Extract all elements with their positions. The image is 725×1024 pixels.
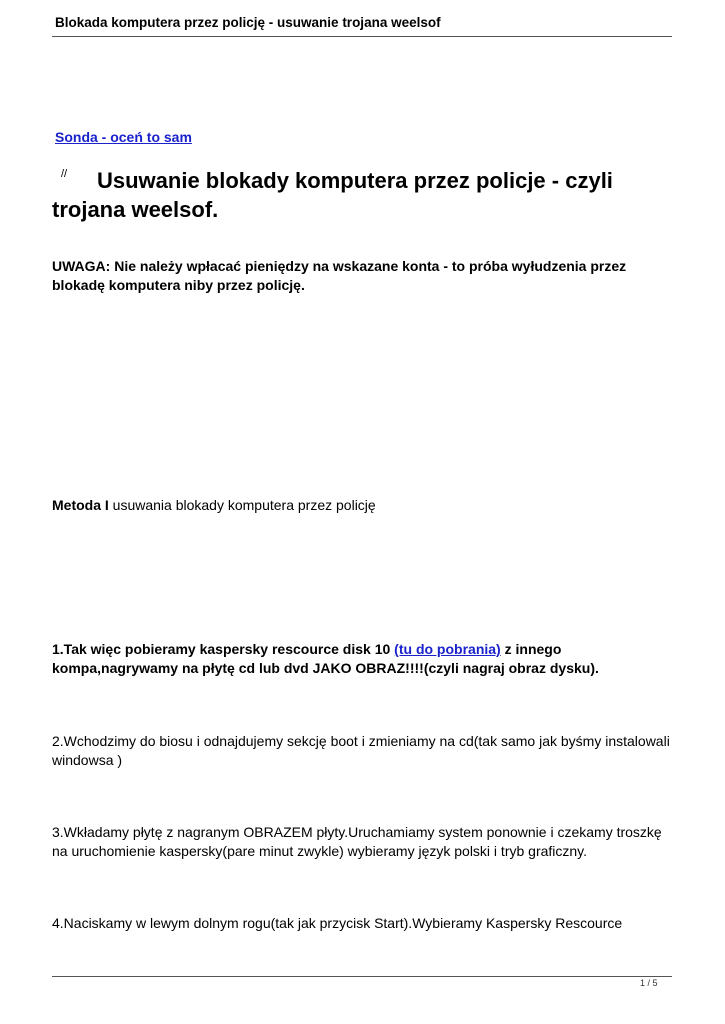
step-1-text-before: 1.Tak więc pobieramy kaspersky rescource disk 10 [52,641,395,657]
slashes-mark: // [61,168,68,180]
article-title: Usuwanie blokady komputera przez policje - czyli trojana weelsof. [52,168,613,222]
step-1-text-after: z innego kompa,nagrywamy na płytę cd lub dvd JAKO OBRAZ!!!!(czyli nagraj obraz dysku). [52,641,599,676]
step-3: 3.Wkładamy płytę z nagranym OBRAZEM płyty.Uruchamiamy system ponownie i czekamy troszkę na uruchomienie kaspersky(pare minut zwykle) wybieramy język polski i tryb graficzny. [52,824,662,859]
download-link[interactable]: (tu do pobrania) [394,641,501,657]
warning-text: UWAGA: Nie należy wpłacać pieniędzy na wskazane konta - to próba wyłudzenia przez blokadę komputera niby przez policję. [52,258,627,293]
page-header-title: Blokada komputera przez policję - usuwanie trojana weelsof [55,15,441,30]
method-description: usuwania blokady komputera przez policję [108,497,376,513]
step-4: 4.Naciskamy w lewym dolnym rogu(tak jak przycisk Start).Wybieramy Kaspersky Rescource [52,915,623,931]
page-number: 1 / 5 [640,978,658,988]
method-heading [52,496,376,515]
method-label: Metoda I [52,497,109,513]
poll-link[interactable]: Sonda - oceń to sam [55,129,192,145]
step-2: 2.Wchodzimy do biosu i odnajdujemy sekcję boot i zmieniamy na cd(tak samo jak byśmy instalowali windowsa ) [52,733,670,768]
step-1 [52,640,677,678]
footer-divider [52,976,672,977]
header-divider [52,36,672,37]
